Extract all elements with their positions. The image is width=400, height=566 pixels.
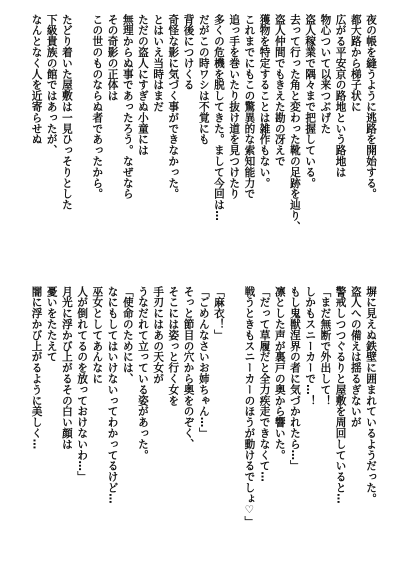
text-column: もし鬼獣涅界の者に気づかれたら…」: [288, 286, 301, 472]
text-column: 盗人への備えは揺るぎないが: [349, 286, 362, 428]
text-column: 憂いをたたえて: [45, 286, 58, 363]
text-column: 広がる平安京の路地という路地は: [334, 14, 347, 178]
text-column: この世のものならぬ者であったから。: [91, 14, 104, 200]
text-column: 追っ手を巻いたり抜け道を見つけたり: [228, 14, 241, 200]
text-column: だがこの時ワシは不覚にも: [197, 14, 210, 145]
text-column: [74, 14, 89, 274]
text-column: そっと節目の穴から奥をのぞく、: [182, 286, 195, 450]
text-column: 獲物を特定することは雑作もない。: [258, 14, 271, 189]
text-column: なんとなく人を近寄らせぬ: [30, 14, 43, 145]
text-column: 戦うときもスニーカーのほうが動けるでしょ♡」: [243, 286, 256, 528]
text-column: うなだれて立っている姿があった。: [136, 286, 149, 461]
text-column: 夜の帳を縫うように逃路を開始する。: [365, 14, 377, 200]
text-column: これまでにもこの驚異的な索知能力で: [243, 14, 256, 200]
text-column: とはいえ当時はまだ: [152, 14, 165, 113]
text-column: しかもスニーカーで…！: [304, 286, 317, 406]
text-column: 下級貴族の館ではあったが、: [45, 14, 58, 156]
text-column: 「使命のためには、: [121, 286, 134, 385]
text-column: なにもしてはいけないってわかってるけど…: [106, 286, 119, 504]
text-column: 手刃にはあの天女が: [152, 286, 165, 385]
text-column: その奇影の正体は: [106, 14, 119, 102]
text-column: 盗人仲間でもきえた勘の冴えで: [273, 14, 286, 167]
text-column: 巫女としてあんなに: [91, 286, 104, 385]
text-column: 物心ついて以来つぶげた: [319, 14, 332, 134]
text-column: 「麻衣！」: [212, 286, 225, 341]
text-column: たどり着いた屋敷は一見ひっそりとした: [60, 14, 73, 211]
text-column: 「まだ無断で外出して！: [319, 286, 332, 406]
text-column: ただの盗人にすぎぬ小童には: [136, 14, 149, 156]
text-column: 奇怪な影に気づく事ができなかった。: [167, 14, 180, 200]
text-column: 凛とした声が裏戸の奥から響いた。: [273, 286, 286, 461]
text-column: 背後につけくる: [182, 14, 195, 91]
text-column: 闇に浮かび上がるように美しく…: [30, 286, 43, 450]
text-column: 塀に見えぬ鉄壁に囲まれているようだった。: [365, 286, 377, 504]
text-column: 「だって草履だと全力疾走できなくて…: [258, 286, 271, 483]
text-column: 人が倒れてるのを放っておけないわ…」: [76, 286, 89, 483]
narration-block-top: [28, 14, 378, 274]
text-column: 警戒しつつぐるりと屋敷を周回していると…: [334, 286, 347, 504]
text-column: そこには姿っと行く女を: [167, 286, 180, 406]
text-column: 去って行った角と変わった靴の足跡を辿り、: [288, 14, 301, 232]
text-column: 「ごめんなさいお姉ちゃん…」: [197, 286, 210, 439]
text-column: 都大路から梯子状に: [349, 14, 362, 113]
text-column: 月光に浮かび上がるその白い顔は: [60, 286, 73, 450]
text-column: [226, 286, 241, 526]
text-column: 盗人稼業で隅々まで把握している。: [304, 14, 317, 189]
text-column: 無理からぬ事であったろう。なぜなら: [121, 14, 134, 200]
text-column: 多くの危機を脱してきた。まして今回は…: [212, 14, 225, 222]
narration-block-bottom: [28, 286, 378, 526]
